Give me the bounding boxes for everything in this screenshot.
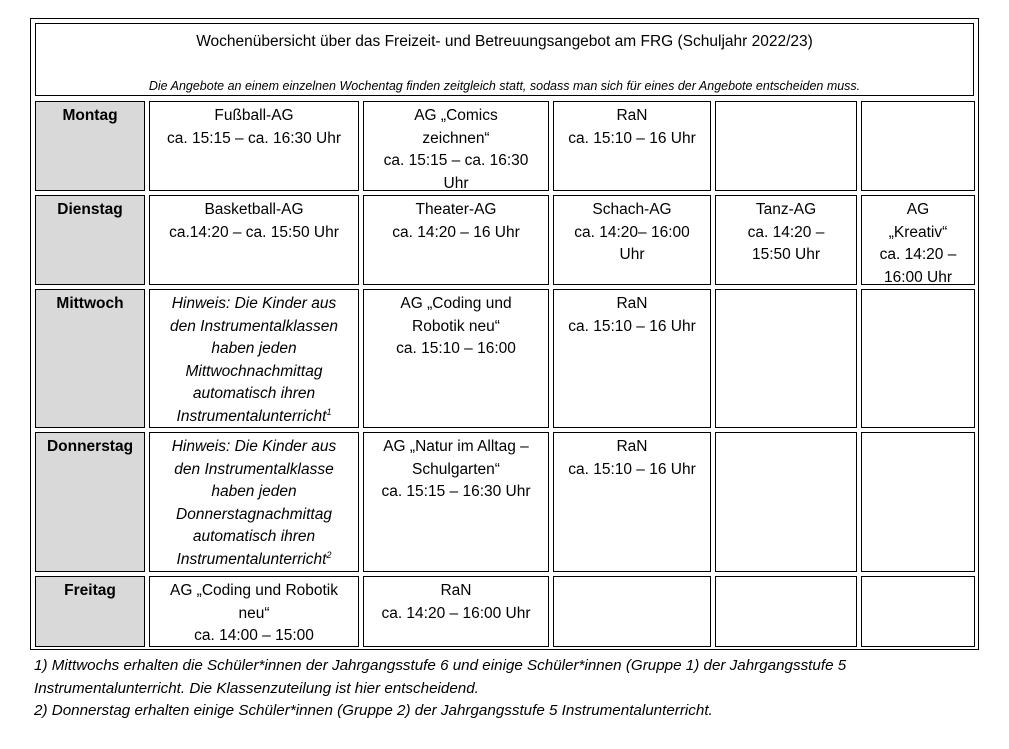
cell-line: ca. 14:20 – 16 Uhr xyxy=(392,223,520,241)
cell-line: ca. 15:10 – 16 Uhr xyxy=(568,460,696,478)
cell-line: Schach-AG xyxy=(592,201,672,218)
table-header xyxy=(35,23,974,96)
activity-cell xyxy=(715,195,857,285)
cell-line: neu“ xyxy=(238,604,270,622)
footnotes xyxy=(34,655,984,723)
cell-line: zeichnen“ xyxy=(422,129,490,147)
cell-line: Uhr xyxy=(619,246,645,263)
cell-line: 15:50 Uhr xyxy=(751,246,821,263)
cell-line: „Kreativ“ xyxy=(888,223,948,241)
cell-line: Instrumentalunterricht xyxy=(176,407,327,425)
cell-line: ca. 15:15 – 16:30 Uhr xyxy=(381,483,531,500)
cell-line: haben jeden xyxy=(211,483,297,500)
empty-cell xyxy=(553,576,711,647)
empty-cell xyxy=(861,432,975,572)
cell-line: den Instrumentalklassen xyxy=(169,317,338,335)
cell-line: Robotik neu“ xyxy=(412,317,500,335)
empty-cell xyxy=(861,289,975,428)
schedule-table xyxy=(30,18,979,650)
cell-line: ca. 14:20 – xyxy=(879,246,957,263)
empty-cell xyxy=(715,432,857,572)
activity-cell xyxy=(363,195,549,285)
cell-line: ca.14:20 – ca. 15:50 Uhr xyxy=(169,223,339,241)
empty-cell xyxy=(715,576,857,647)
activity-cell xyxy=(553,101,711,191)
cell-line: ca. 15:10 – 16 Uhr xyxy=(568,129,696,147)
cell-line: Hinweis: Die Kinder aus xyxy=(171,438,337,455)
cell-line: haben jeden xyxy=(211,340,297,357)
cell-line: automatisch ihren xyxy=(192,528,316,545)
cell-line: ca. 15:15 – ca. 16:30 xyxy=(383,152,529,169)
empty-cell xyxy=(861,101,975,191)
footnote-line: 2) Donnerstag erhalten einige Schüler*innen (Gruppe 2) der Jahrgangsstufe 5 Instrumentalunterricht. xyxy=(34,702,713,719)
cell-line: ca. 15:10 – 16:00 xyxy=(396,340,516,357)
activity-cell xyxy=(363,432,549,572)
day-cell: Mittwoch xyxy=(35,289,145,428)
cell-line: ca. 15:15 – ca. 16:30 Uhr xyxy=(166,129,342,147)
cell-line: AG „Coding und Robotik xyxy=(169,582,338,599)
cell-line: RaN xyxy=(616,438,648,455)
cell-line: Schulgarten“ xyxy=(412,460,500,478)
table-title: Wochenübersicht über das Freizeit- und Betreuungsangebot am FRG (Schuljahr 2022/23) xyxy=(196,33,813,50)
cell-line: den Instrumentalklasse xyxy=(174,460,334,478)
footnote-ref: 1 xyxy=(326,406,332,417)
cell-line: ca. 14:20 – 16:00 Uhr xyxy=(381,604,531,622)
cell-line: AG „Coding und xyxy=(400,295,512,312)
cell-line: Tanz-AG xyxy=(755,201,817,218)
cell-line: ca. 14:00 – 15:00 xyxy=(194,627,314,644)
cell-line: Fußball-AG xyxy=(214,107,294,124)
cell-line: Instrumentalunterricht xyxy=(176,550,327,568)
footnote-line: Instrumentalunterricht. Die Klassenzuteilung ist hier entscheidend. xyxy=(34,679,479,697)
activity-cell xyxy=(149,576,359,647)
activity-cell xyxy=(149,101,359,191)
cell-line: Basketball-AG xyxy=(204,201,304,218)
activity-cell xyxy=(363,289,549,428)
activity-cell xyxy=(553,289,711,428)
empty-cell xyxy=(715,289,857,428)
cell-line: automatisch ihren xyxy=(192,385,316,402)
table-subtitle: Die Angebote an einem einzelnen Wochentag finden zeitgleich statt, sodass man sich für eines der Angebote entscheiden muss. xyxy=(148,79,861,93)
activity-cell xyxy=(553,195,711,285)
empty-cell xyxy=(715,101,857,191)
activity-cell xyxy=(149,195,359,285)
cell-line: 16:00 Uhr xyxy=(883,268,953,286)
day-cell: Dienstag xyxy=(35,195,145,285)
cell-line: RaN xyxy=(440,582,472,599)
activity-cell xyxy=(861,195,975,285)
activity-cell xyxy=(149,289,359,428)
activity-cell xyxy=(149,432,359,572)
empty-cell xyxy=(861,576,975,647)
day-cell: Freitag xyxy=(35,576,145,647)
day-cell: Montag xyxy=(35,101,145,191)
day-cell: Donnerstag xyxy=(35,432,145,572)
cell-line: Donnerstagnachmittag xyxy=(176,505,332,523)
activity-cell xyxy=(363,576,549,647)
footnote-ref: 2 xyxy=(326,549,332,560)
cell-line: ca. 14:20 – xyxy=(747,223,825,241)
activity-cell xyxy=(363,101,549,191)
cell-line: ca. 15:10 – 16 Uhr xyxy=(568,317,696,335)
cell-line: Hinweis: Die Kinder aus xyxy=(171,295,337,312)
cell-line: AG xyxy=(906,201,930,218)
footnote-line: 1) Mittwochs erhalten die Schüler*innen der Jahrgangsstufe 6 und einige Schüler*innen (Gruppe 1) der Jahrgangsstufe 5 xyxy=(34,657,847,674)
cell-line: RaN xyxy=(616,295,648,312)
cell-line: ca. 14:20– 16:00 xyxy=(574,223,690,241)
cell-line: AG „Natur im Alltag – xyxy=(383,438,529,455)
activity-cell xyxy=(553,432,711,572)
cell-line: Theater-AG xyxy=(415,201,497,218)
cell-line: Uhr xyxy=(443,174,469,192)
cell-line: AG „Comics xyxy=(414,107,498,124)
cell-line: Mittwochnachmittag xyxy=(185,362,323,380)
cell-line: RaN xyxy=(616,107,648,124)
